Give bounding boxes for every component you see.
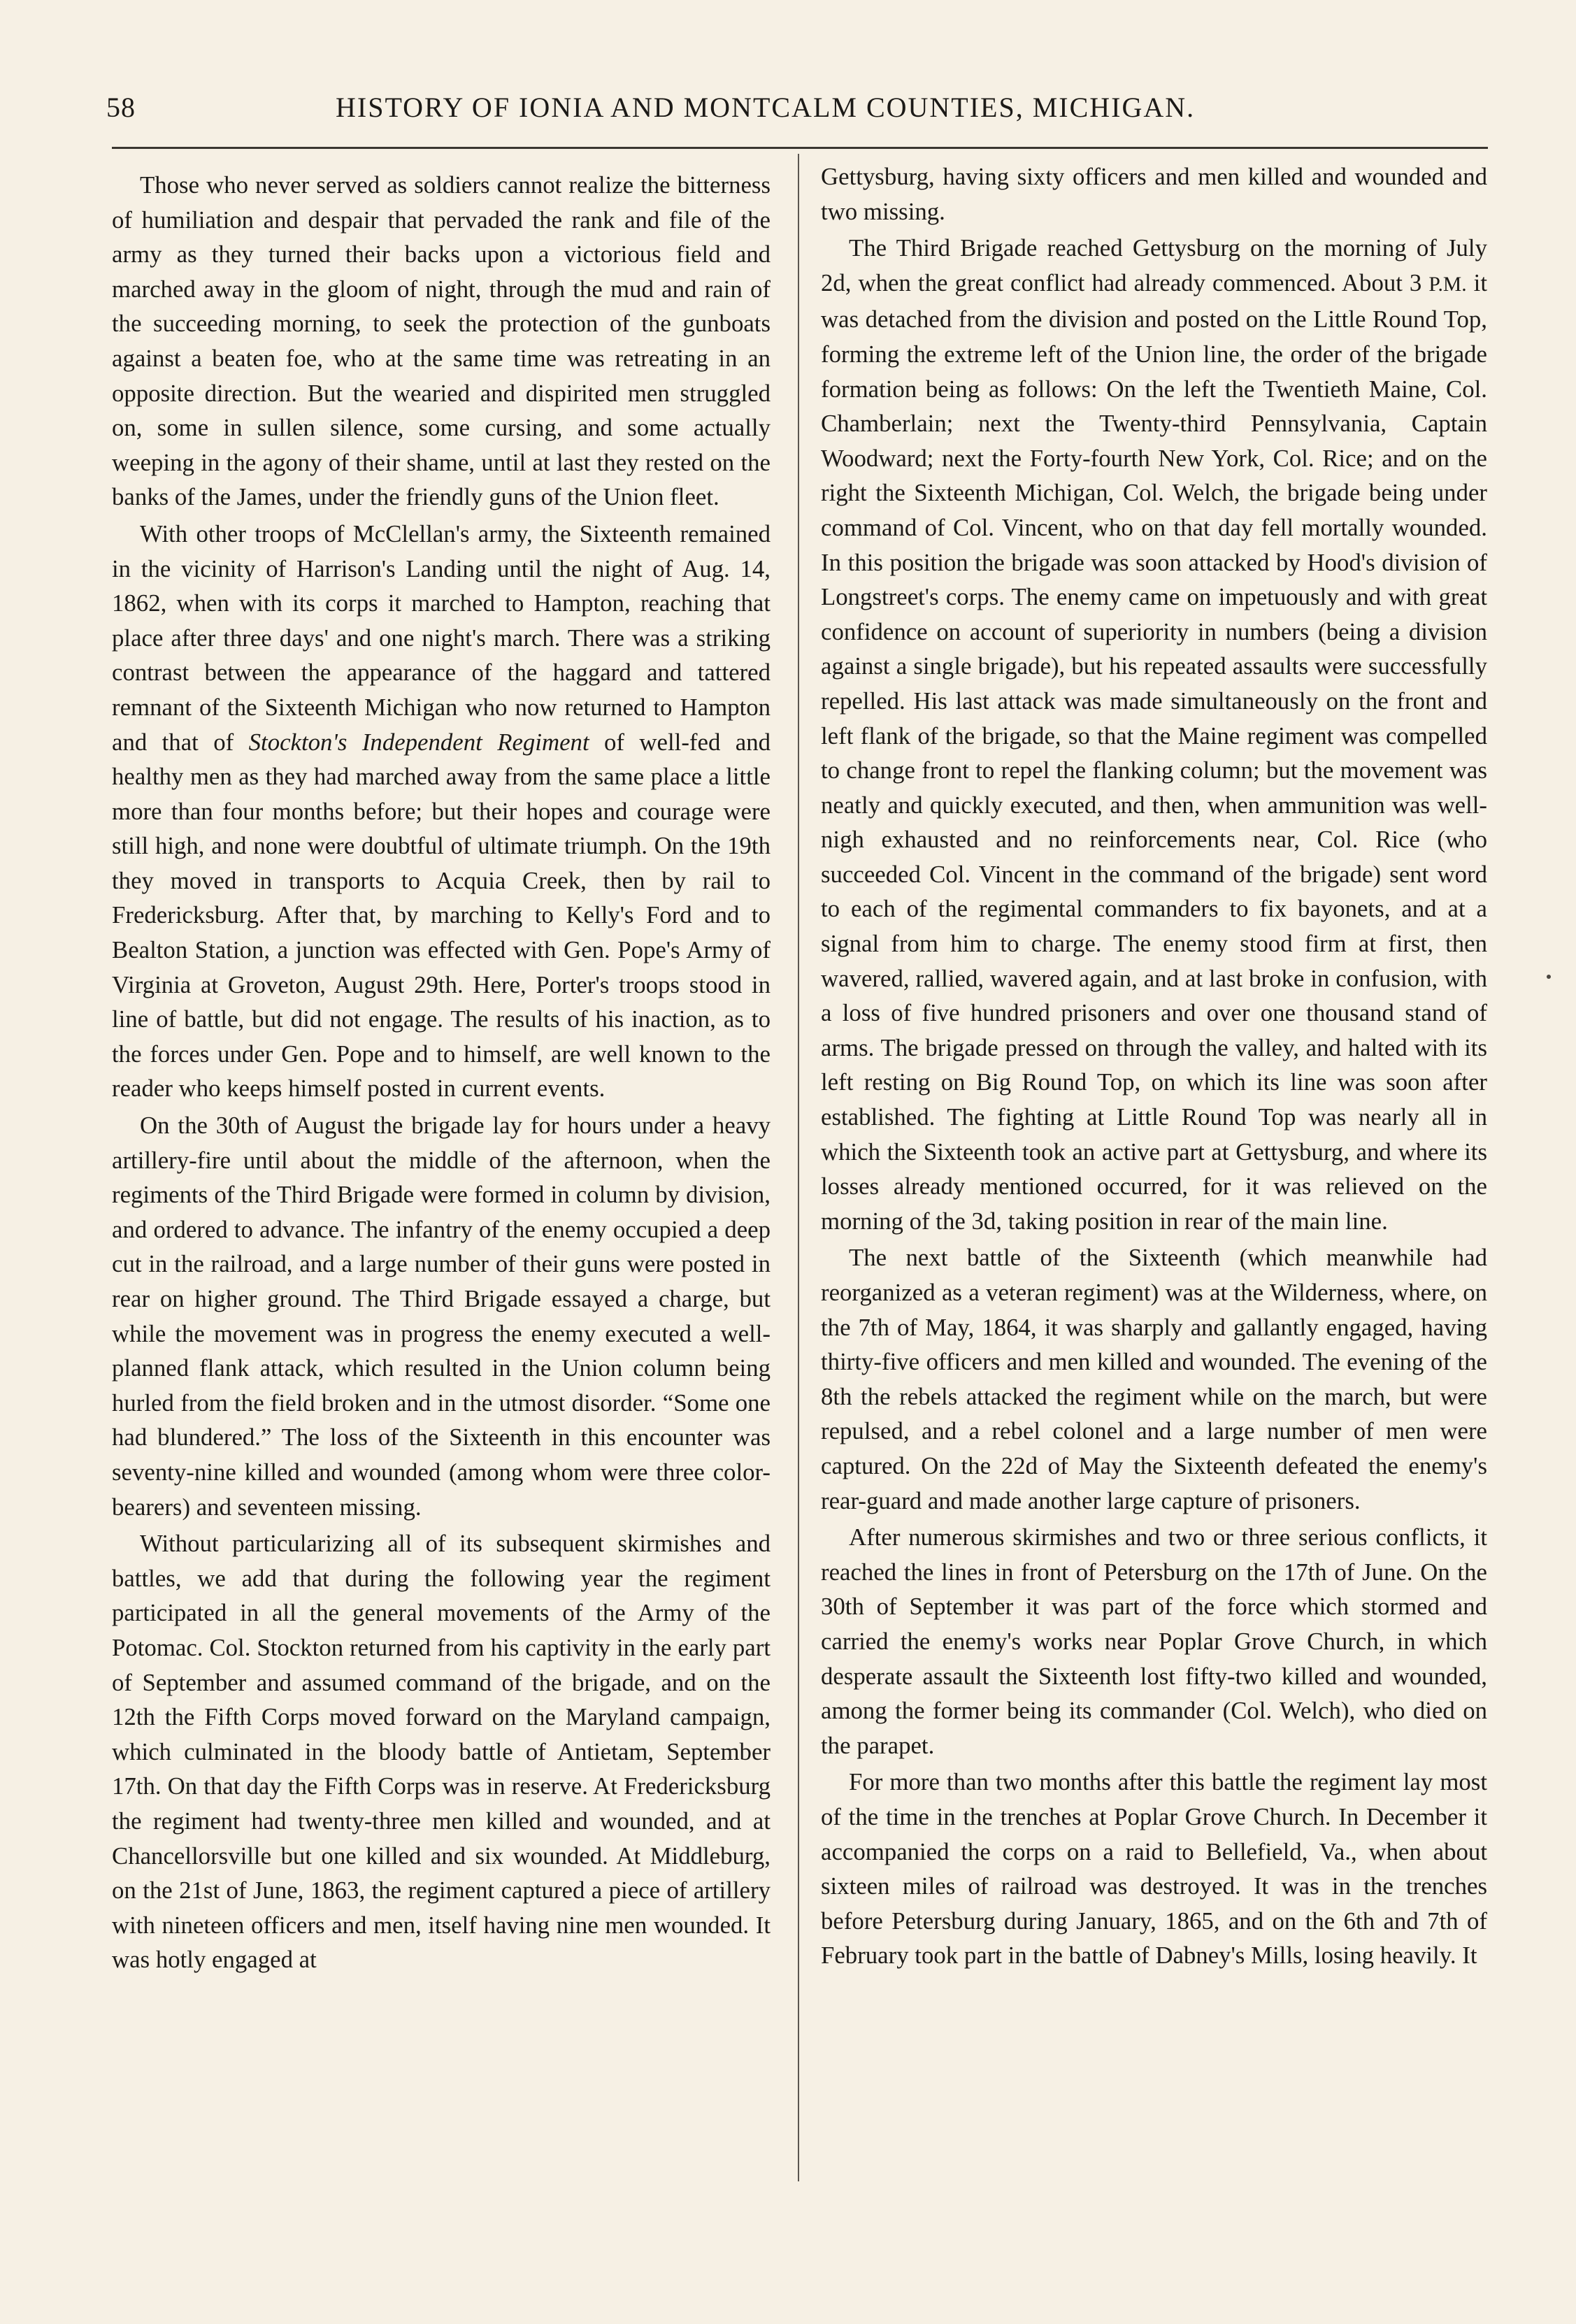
left-paragraph-1: Those who never served as soldiers cannot realize the bitterness of humiliation and despair that pervaded the rank and file of the army as they turned their backs upon a victorious field and marched away in the gloom of night, through the mud and rain of the succeeding morning, to seek the protection of the gunboats against a beaten foe, who at the same time was retreating in an opposite direction. But the wearied and dispirited men struggled on, some in sullen silence, some cursing, and some actually weeping in the agony of their shame, until at last they rested on the banks of the James, under the friendly guns of the Union fleet. <box>112 171 771 511</box>
left-paragraph-3: On the 30th of August the brigade lay for hours under a heavy artillery-fire until about the middle of the afternoon, when the regiments of the Third Brigade were formed in column by division, and ordered to advance. The infantry of the enemy occupied a deep cut in the railroad, and a large number of their guns were posted in rear on higher ground. The Third Brigade essayed a charge, but while the movement was in progress the enemy executed a well-planned flank attack, which resulted in the Union column being hurled from the field broken and in the utmost disorder. “Some one had blundered.” The loss of the Sixteenth in this encounter was seventy-nine killed and wounded (among whom were three color-bearers) and seventeen missing. <box>112 1112 771 1521</box>
left-column <box>112 168 771 1979</box>
left-paragraph-2-text-a: With other troops of McClellan's army, the Sixteenth remained in the vicinity of Harrison's Landing until the night of Aug. 14, 1862, when with its corps it marched to Hampton, reaching that place after three days' and one night's march. There was a striking contrast between the appearance of the haggard and tattered remnant of the Sixteenth Michigan who now returned to Hampton and that of <box>112 519 771 756</box>
right-paragraph-4: After numerous skirmishes and two or three serious conflicts, it reached the lines in front of Petersburg on the 17th of June. On the 30th of September it was part of the force which stormed and carried the enemy's works near Poplar Grove Church, in which desperate assault the Sixteenth lost fifty-two killed and wounded, among the former being its commander (Col. Welch), who died on the parapet. <box>821 1523 1487 1759</box>
right-column <box>821 159 1487 1975</box>
right-paragraph-2-text-a: The Third Brigade reached Gettysburg on the morning of July 2d, when the great conflict had already commenced. About 3 <box>821 234 1487 296</box>
right-paragraph-5: For more than two months after this battle the regiment lay most of the time in the trenches at Poplar Grove Church. In December it accompanied the corps on a raid to Bellefield, Va., when about sixteen miles of railroad was destroyed. It was in the trenches before Petersburg during January, 1865, and on the 6th and 7th of February took part in the battle of Dabney's Mills, losing heavily. It <box>821 1768 1487 1970</box>
right-paragraph-3: The next battle of the Sixteenth (which meanwhile had reorganized as a veteran regiment) was at the Wilderness, where, on the 7th of May, 1864, it was sharply and gallantly engaged, having thirty-five officers and men killed and wounded. The evening of the 8th the rebels attacked the regiment while on the march, but were repulsed, and a rebel colonel and a large number of men were captured. On the 22d of May the Sixteenth defeated the enemy's rear-guard and made another large capture of prisoners. <box>821 1244 1487 1514</box>
regiment-name-italic: Stockton's Independent Regiment <box>248 728 589 756</box>
header-rule <box>112 147 1488 149</box>
right-paragraph-1: Gettysburg, having sixty officers and men killed and wounded and two missing. <box>821 163 1487 225</box>
running-head: HISTORY OF IONIA AND MONTCALM COUNTIES, MICHIGAN. <box>336 92 1196 123</box>
left-paragraph-2-text-b: of well-fed and healthy men as they had marched away from the same place a little more than four months before; but their hopes and courage were still high, and none were doubtful of ultimate triumph. On the 19th they moved in transports to Acquia Creek, then by rail to Fredericksburg. After that, by marching to Kelly's Ford and to Bealton Station, a junction was effected with Gen. Pope's Army of Virginia at Groveton, August 29th. Here, Porter's troops stood in line of battle, but did not engage. The results of his inaction, as to the forces under Gen. Pope and to himself, are well known to the reader who keeps himself posted in current events. <box>112 728 771 1103</box>
page-number: 58 <box>106 92 136 123</box>
time-abbreviation: P.M. <box>1428 273 1467 296</box>
left-paragraph-2 <box>112 517 771 1106</box>
right-paragraph-2-text-b: it was detached from the division and posted on the Little Round Top, forming the extreme left of the Union line, the order of the brigade formation being as follows: On the left the Twentieth Maine, Col. Chamberlain; next the Twenty-third Pennsylvania, Captain Woodward; next the Forty-fourth New York, Col. Rice; and on the right the Sixteenth Michigan, Col. Welch, the brigade being under command of Col. Vincent, who on that day fell mortally wounded. In this position the brigade was soon attacked by Hood's division of Longstreet's corps. The enemy came on impetuously and with great confidence on account of superiority in numbers (being a division against a single brigade), but his repeated assaults were successfully repelled. His last attack was made simultaneously on the front and left flank of the brigade, so that the Maine regiment was compelled to change front to repel the flanking column; but the movement was neatly and quickly executed, and then, when ammunition was well-nigh exhausted and no reinforcements near, Col. Rice (who succeeded Col. Vincent in the command of the brigade) sent word to each of the regimental commanders to fix bayonets, and at a signal from him to charge. The enemy stood firm at first, then wavered, rallied, wavered again, and at last broke in confusion, with a loss of five hundred prisoners and over one thousand stand of arms. The brigade pressed on through the valley, and halted with its left resting on Big Round Top, on which its line was soon after established. The fighting at Little Round Top was nearly all in which the Sixteenth took an active part at Gettysburg, and where its losses already mentioned occurred, for it was relieved on the morning of the 3d, taking position in rear of the main line. <box>821 268 1487 1235</box>
paper-speck <box>1547 975 1551 979</box>
column-divider <box>798 154 799 2181</box>
left-paragraph-4: Without particularizing all of its subsequent skirmishes and battles, we add that during the following year the regiment participated in all the general movements of the Army of the Potomac. Col. Stockton returned from his captivity in the early part of September and assumed command of the brigade, and on the 12th the Fifth Corps moved forward on the Maryland campaign, which culminated in the bloody battle of Antietam, September 17th. On that day the Fifth Corps was in reserve. At Fredericksburg the regiment had twenty-three men killed and wounded, and at Chancellorsville but one killed and six wounded. At Middleburg, on the 21st of June, 1863, the regiment captured a piece of artillery with nineteen officers and men, itself having nine men wounded. It was hotly engaged at <box>112 1530 771 1974</box>
right-paragraph-2 <box>821 231 1487 1238</box>
